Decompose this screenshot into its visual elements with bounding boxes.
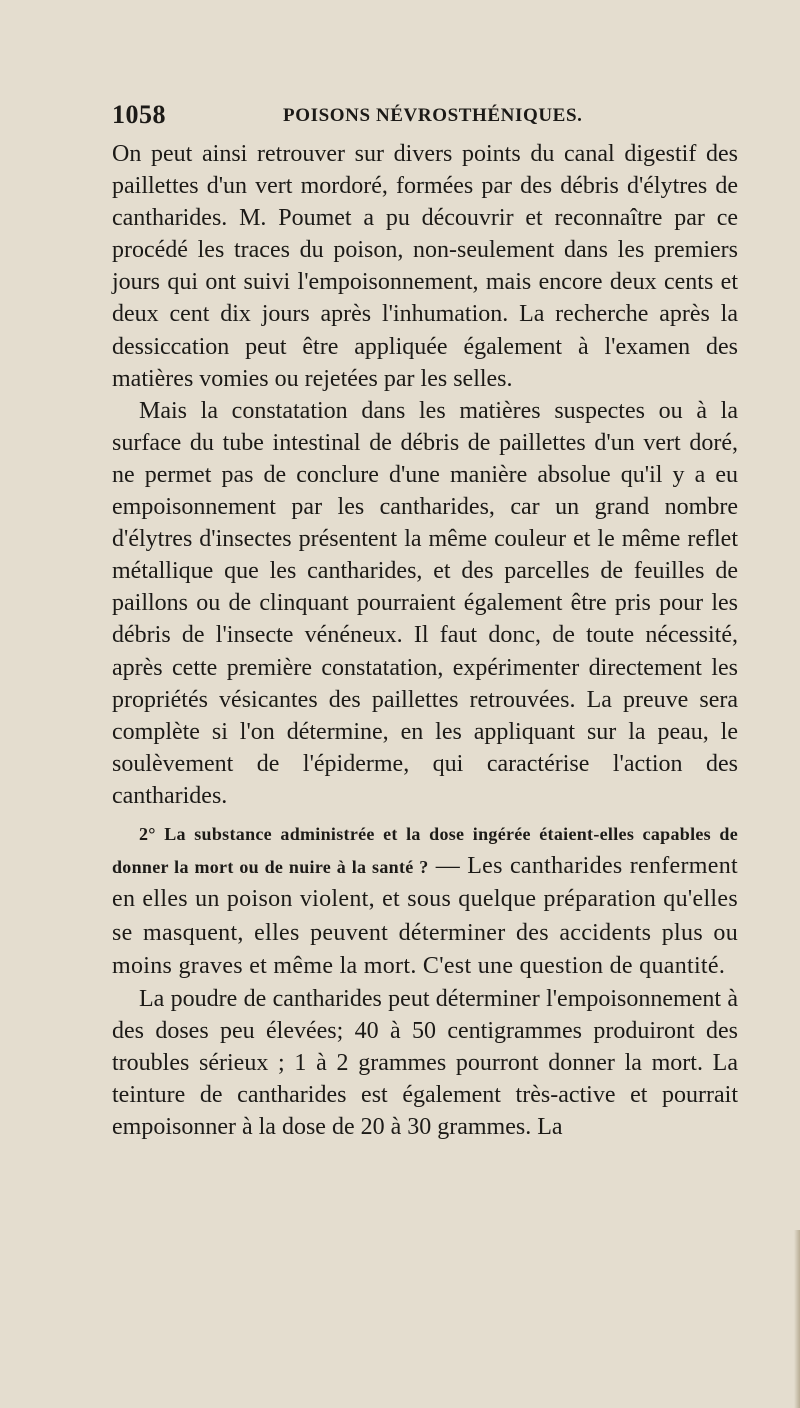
page-number: 1058 [112,100,166,129]
paragraph-2: Mais la constatation dans les matières suspectes ou à la surface du tube intestinal de débris de paillettes d'un vert doré, ne permet pas de conclure d'une manière absolue qu'il y a eu empoisonnement par les cantharides, car un grand nombre d'élytres d'insectes présentent la même couleur et le même reflet métallique que les cantharides, et des parcelles de feuilles de paillons ou de clinquant pourraient également être pris pour les débris de l'insecte vénéneux. Il faut donc, de toute nécessité, après cette première constatation, expérimenter directement les propriétés vésicantes des paillettes retrouvées. La preuve sera complète si l'on détermine, en les appliquant sur la peau, le soulèvement de l'épiderme, qui caractérise l'action des cantharides. [112,397,738,809]
running-title: POISONS NÉVROSTHÉNIQUES. [283,105,583,126]
page-header [112,100,732,140]
paragraph-3: La poudre de cantharides peut déterminer l'empoisonnement à des doses peu élevées; 40 à 50 centigrammes produiront des troubles sérieux ; 1 à 2 grammes pourront donner la mort. La teinture de cantharides est également très-active et pourrait empoisonner à la dose de 20 à 30 grammes. La [112,985,738,1141]
body-text [112,138,738,1143]
paragraph-1: On peut ainsi retrouver sur divers points du canal digestif des paillettes d'un vert mordoré, formées par des débris d'élytres de cantharides. M. Poumet a pu découvrir et reconnaître par ce procédé les traces du poison, non-seulement dans les premiers jours qui ont suivi l'empoisonnement, mais encore deux cents et deux cent dix jours après l'inhumation. La recherche après la dessiccation peut être appliquée également à l'examen des matières vomies ou rejetées par les selles. [112,141,738,392]
section-heading-continuation: — Les cantharides renferment en elles un poison violent, et sous quelque préparation qu'elles se masquent, elles peuvent déterminer des accidents plus ou moins graves et même la mort. C'est une question de quantité. [112,853,738,979]
section-heading-paragraph [112,818,738,983]
scan-edge-shadow [794,1230,800,1408]
section-heading: 2° La substance administrée et la dose ingérée étaient-elles capables de donner la mort ou de nuire à la santé ? [112,823,738,878]
